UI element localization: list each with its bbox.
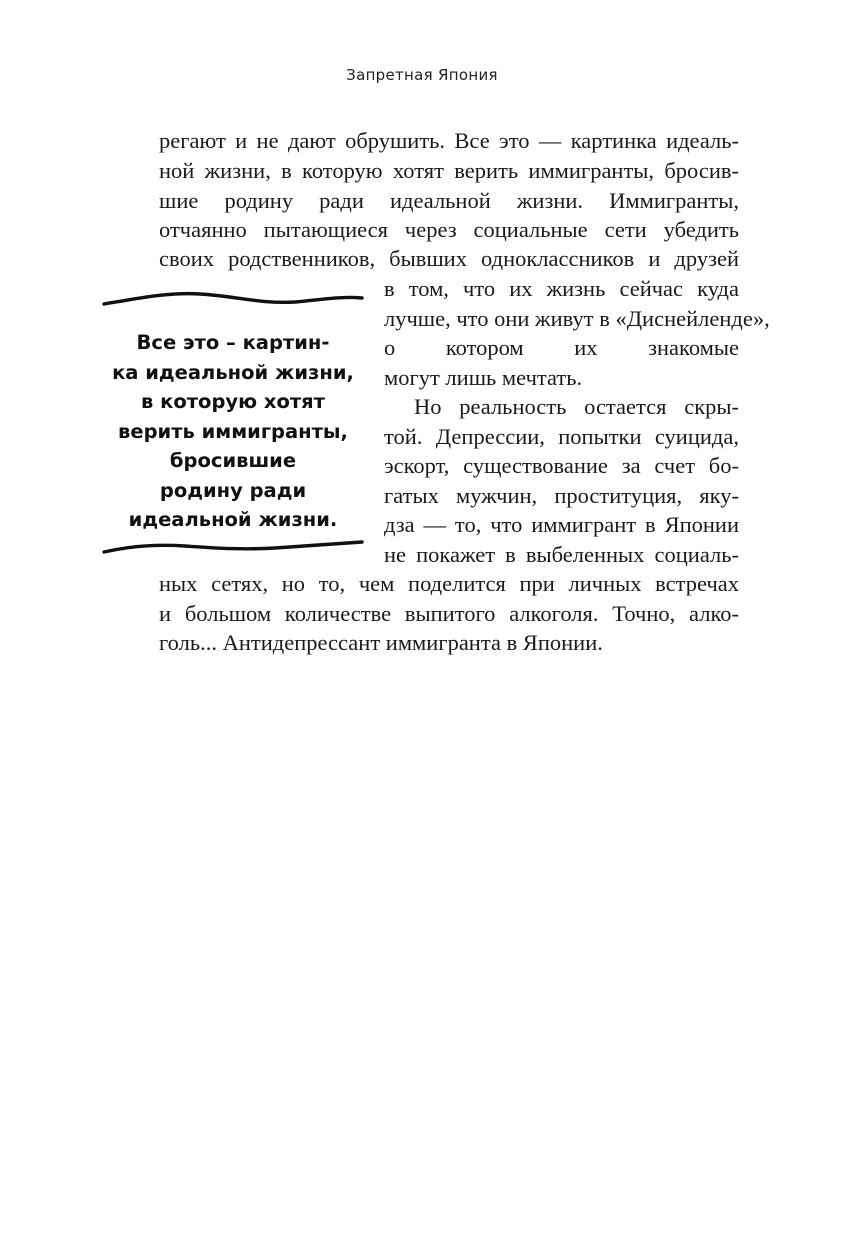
pull-quote-line: Все это – картин- bbox=[136, 331, 330, 354]
body-line: могут лишь мечтать. bbox=[384, 365, 583, 390]
paragraph-first-line: Но реальность остается скры- bbox=[414, 394, 739, 419]
pull-quote-top-wave bbox=[100, 286, 366, 310]
running-title: Запретная Япония bbox=[346, 66, 498, 84]
body-line: гатых мужчин, проституция, яку- bbox=[384, 483, 739, 508]
body-line: лучше, что они живут в «Диснейленде», bbox=[384, 306, 770, 331]
body-line: той. Депрессии, попытки суицида, bbox=[384, 424, 739, 449]
body-line: голь... Антидепрессант иммигранта в Японии. bbox=[159, 630, 603, 655]
body-line: ной жизни, в которую хотят верить иммигранты, бросив- bbox=[159, 158, 739, 183]
body-line: и большом количестве выпитого алкоголя. Точно, алко- bbox=[159, 601, 739, 626]
pull-quote bbox=[104, 328, 362, 535]
body-line: эскорт, существование за счет бо- bbox=[384, 453, 739, 478]
body-line: отчаянно пытающиеся через социальные сети убедить bbox=[159, 217, 739, 242]
pull-quote-line: ка идеальной жизни, bbox=[112, 360, 354, 384]
body-line: регают и не дают обрушить. Все это — картинка идеаль- bbox=[159, 128, 739, 153]
pull-quote-line: бросившие bbox=[169, 449, 297, 472]
body-line: ных сетях, но то, чем поделится при личных встречах bbox=[159, 571, 739, 596]
body-line: дза — то, что иммигрант в Японии bbox=[384, 512, 739, 537]
body-line: своих родственников, бывших одноклассников и друзей bbox=[159, 246, 739, 271]
pull-quote-line: в которую хотят bbox=[141, 390, 325, 413]
pull-quote-line: родину ради bbox=[159, 478, 307, 502]
pull-quote-line: идеальной жизни. bbox=[128, 508, 338, 531]
body-line: в том, что их жизнь сейчас куда bbox=[384, 276, 739, 301]
body-line: о котором их знакомые bbox=[384, 335, 739, 360]
pull-quote-bottom-wave bbox=[100, 536, 366, 560]
body-line: шие родину ради идеальной жизни. Иммигранты, bbox=[159, 188, 739, 213]
body-line: не покажет в выбеленных социаль- bbox=[384, 542, 739, 567]
pull-quote-line: верить иммигранты, bbox=[118, 419, 348, 443]
